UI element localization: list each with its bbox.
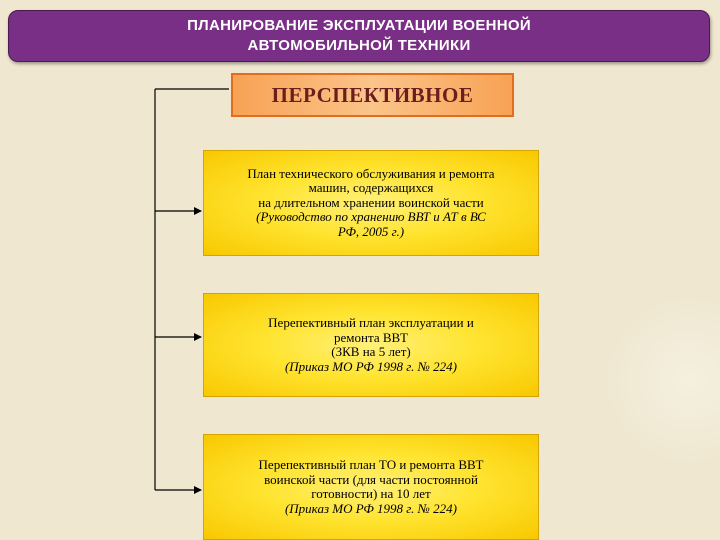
- plan-2-line-2: ремонта ВВТ: [334, 329, 408, 345]
- plan-box-five-year: [203, 293, 539, 397]
- plan-box-ten-year: [203, 434, 539, 540]
- plan-2-line-1: Перепективный план эксплуатации и: [268, 315, 474, 330]
- category-perspective: [231, 73, 514, 117]
- plan-1-line-1: План технического обслуживания и ремонта: [247, 165, 495, 181]
- plan-3-line-1: Перепективный план ТО и ремонта ВВТ: [258, 457, 484, 472]
- plan-1-line-3: на длительном хранении воинской части: [258, 194, 484, 210]
- plan-3-line-2: воинской части (для части постоянной: [264, 471, 478, 487]
- plan-3-reference-line-1: (Приказ МО РФ 1998 г. № 224): [284, 500, 458, 516]
- plan-1-line-2: машин, содержащихся: [308, 180, 434, 196]
- plan-1-reference-line-1: (Руководство по хранению ВВТ и АТ в ВС: [256, 209, 486, 225]
- title-line-1: ПЛАНИРОВАНИЕ ЭКСПЛУАТАЦИИ ВОЕННОЙ: [187, 17, 531, 34]
- plan-box-long-term-storage: [203, 150, 539, 256]
- plan-1-reference-line-2: РФ, 2005 г.): [337, 223, 405, 239]
- category-label: ПЕРСПЕКТИВНОЕ: [271, 82, 474, 107]
- plan-2-line-3: (ЗКВ на 5 лет): [331, 344, 411, 359]
- plan-3-line-3: готовности) на 10 лет: [311, 486, 431, 501]
- title-line-2: АВТОМОБИЛЬНОЙ ТЕХНИКИ: [247, 37, 471, 54]
- plan-2-reference-line-1: (Приказ МО РФ 1998 г. № 224): [284, 358, 458, 374]
